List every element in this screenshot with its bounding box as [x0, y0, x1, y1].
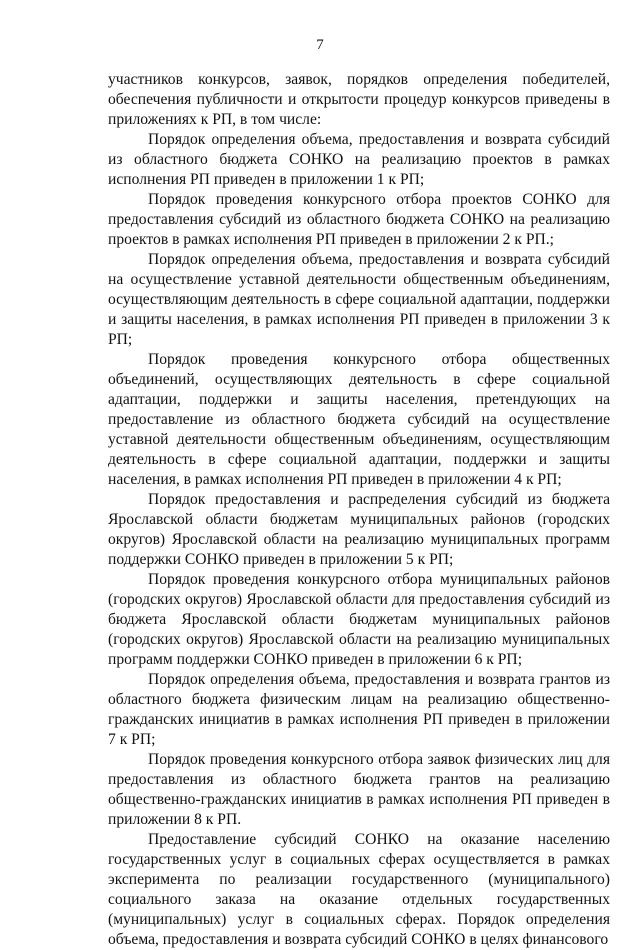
paragraph-appendix-7: Порядок определения объема, предоставления и возврата грантов из областного бюджета физическим лицам на реализацию общественно-гражданских инициатив в рамках исполнения РП приведен в приложении 7 к РП; — [108, 671, 610, 748]
paragraph-appendix-4: Порядок проведения конкурсного отбора общественных объединений, осуществляющих деятельность в сфере социальной адаптации, поддержки и защиты населения, претендующих на предоставление из областного бюджета субсидий на осуществление уставной деятельности общественным объединениям, осуществляющим деятельность в сфере социальной адаптации, поддержки и защиты населения, в рамках исполнения РП приведен в приложении 4 к РП; — [108, 351, 610, 488]
paragraph-appendix-5: Порядок предоставления и распределения субсидий из бюджета Ярославской области бюджетам муниципальных районов (городских округов) Ярославской области на реализацию муниципальных программ поддержки СОНКО приведен в приложении 5 к РП; — [108, 491, 610, 568]
paragraph-appendix-6: Порядок проведения конкурсного отбора муниципальных районов (городских округов) Ярославской области для предоставления субсидий из бюджета Ярославской области бюджетам муниципальных районов (городских округов) Ярославской области на реализацию муниципальных программ поддержки СОНКО приведен в приложении 6 к РП; — [108, 571, 610, 668]
paragraph-continuation: участников конкурсов, заявок, порядков определения победителей, обеспечения публичности и открытости процедур конкурсов приведены в приложениях к РП, в том числе: — [108, 71, 610, 128]
page-number: 7 — [316, 37, 324, 53]
document-body — [108, 70, 610, 950]
paragraph-appendix-2: Порядок проведения конкурсного отбора проектов СОНКО для предоставления субсидий из областного бюджета СОНКО на реализацию проектов в рамках исполнения РП приведен в приложении 2 к РП.; — [108, 191, 610, 248]
paragraph-appendix-3: Порядок определения объема, предоставления и возврата субсидий на осуществление уставной деятельности общественным объединениям, осуществляющим деятельность в сфере социальной адаптации, поддержки и защиты населения, в рамках исполнения РП приведен в приложении 3 к РП; — [108, 251, 610, 348]
paragraph-appendix-1: Порядок определения объема, предоставления и возврата субсидий из областного бюджета СОНКО на реализацию проектов в рамках исполнения РП приведен в приложении 1 к РП; — [108, 131, 610, 188]
paragraph-social-order: Предоставление субсидий СОНКО на оказание населению государственных услуг в социальных сферах осуществляется в рамках эксперимента по реализации государственного (муниципального) социального заказа на оказание отдельных государственных (муниципальных) услуг в социальных сферах. Порядок определения объема, предоставления и возврата субсидий СОНКО в целях финансового — [108, 831, 610, 948]
paragraph-appendix-8: Порядок проведения конкурсного отбора заявок физических лиц для предоставления из областного бюджета грантов на реализацию общественно-гражданских инициатив в рамках исполнения РП приведен в приложении 8 к РП. — [108, 751, 610, 828]
